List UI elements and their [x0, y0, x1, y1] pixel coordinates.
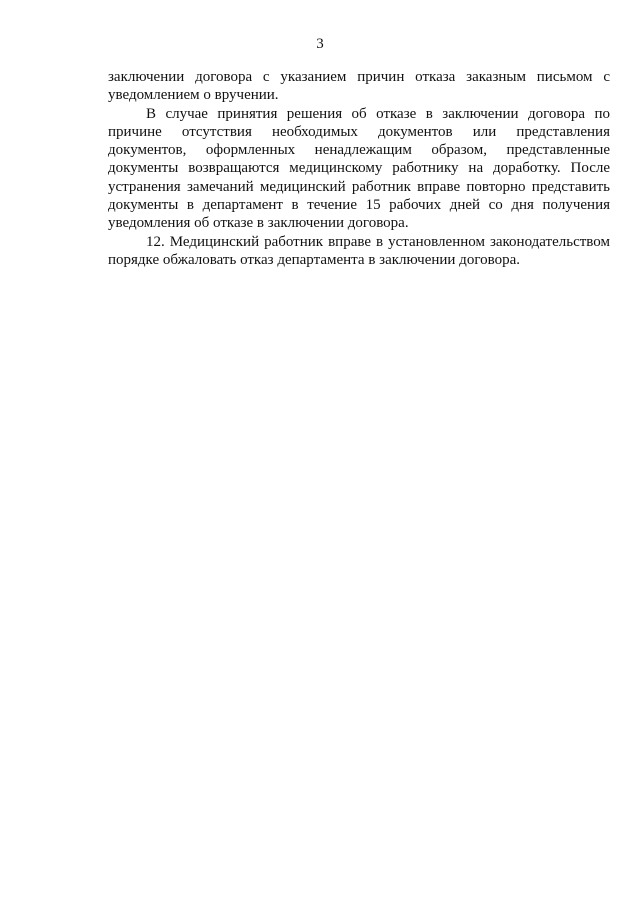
paragraph-refusal-return: В случае принятия решения об отказе в заключении договора по причине отсутствия необходимых документов или представления документов, оформленных ненадлежащим образом, представленные документы возвращаются медицинскому работнику на доработку. После устранения замечаний медицинский работник вправе повторно представить документы в департамент в течение 15 рабочих дней со дня получения уведомления об отказе в заключении договора.	[108, 105, 610, 232]
paragraph-appeal: 12. Медицинский работник вправе в установленном законодательством порядке обжаловать отказ департамента в заключении договора.	[108, 233, 610, 268]
paragraph-continuation: заключении договора с указанием причин отказа заказным письмом с уведомлением о вручении.	[108, 69, 610, 104]
page-number: 3	[316, 36, 324, 52]
document-body	[108, 68, 610, 269]
